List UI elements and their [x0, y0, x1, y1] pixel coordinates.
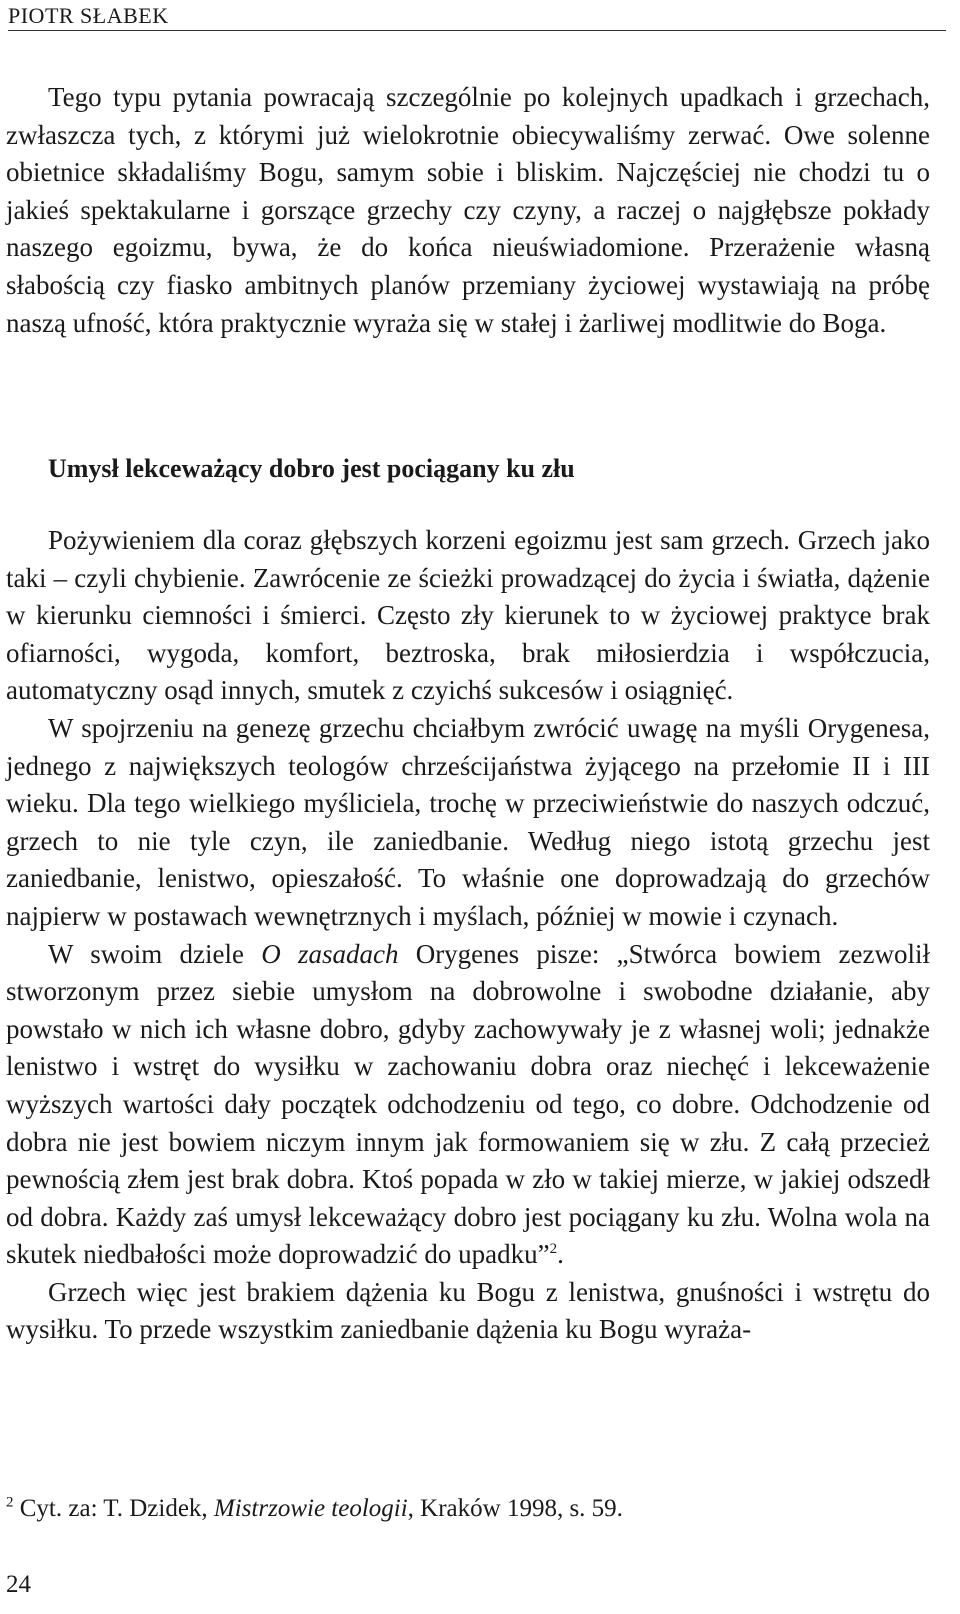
running-head: PIOTR SŁABEK	[8, 2, 946, 31]
intro-paragraph: Tego typu pytania powracają szczególnie po kolejnych upadkach i grzechach, zwłaszcza tych, z którymi już wielokrotnie obiecywaliśmy zerwać. Owe solenne obietnice składaliśmy Bogu, samym sobie i bliskim. Najczęściej nie chodzi tu o jakieś spektakularne i gorszące grzechy czy czyny, a raczej o najgłębsze pokłady naszego egoizmu, bywa, że do końca nieuświadomione. Przerażenie własną słabością czy fiasko ambitnych planów przemiany życiowej wystawiają na próbę naszą ufność, która praktycznie wyraża się w stałej i żarliwej modlitwie do Boga.	[6, 82, 930, 338]
footnote-text: Cyt. za: T. Dzidek,	[13, 1495, 214, 1522]
page-number: 24	[6, 1571, 31, 1598]
body-paragraph: W spojrzeniu na genezę grzechu chciałbym zwrócić uwagę na myśli Orygenesa, jednego z największych teologów chrześcijaństwa żyjącego na przełomie II i III wieku. Dla tego wielkiego myśliciela, trochę w przeciwieństwie do naszych odczuć, grzech to nie tyle czyn, ile zaniedbanie. Według niego istotą grzechu jest zaniedbanie, lenistwo, opieszałość. To właśnie one doprowadzają do grzechów najpierw w postawach wewnętrznych i myślach, później w mowie i czynach.	[6, 712, 930, 931]
section-heading: Umysł lekceważący dobro jest pociągany ku złu	[48, 454, 575, 483]
footnote-marker: 2	[6, 1494, 14, 1511]
footnote-text: , Kraków 1998, s. 59.	[407, 1495, 623, 1522]
footnote-work-title: Mistrzowie teologii	[213, 1495, 408, 1522]
section-text	[6, 522, 930, 1349]
footnote-reference[interactable]: 2	[549, 1241, 558, 1258]
work-title: O zasadach	[261, 938, 399, 969]
text-run: Orygenes pisze: „Stwórca bowiem zezwolił stworzonym przez siebie umysłom na dobrowolne i swobodne działanie, aby powstało w nich ich własne dobro, gdyby zachowywały je z własnej woli; jednakże lenistwo i wstręt do wysiłku w zachowaniu dobra oraz niechęć i lekceważenie wyższych wartości dały początek odchodzeniu od tego, co dobre. Odchodzenie od dobra nie jest bowiem niczym innym jak formowaniem się w złu. Z całą przecież pewnością złem jest brak dobra. Ktoś popada w zło w takiej mierze, w jakiej odszedł od dobra. Każdy zaś umysł lekceważący dobro jest pociągany ku złu. Wolna wola na skutek niedbałości może doprowadzić do upadku”	[6, 938, 931, 1270]
text-run: W swoim dziele	[48, 938, 262, 969]
footnote	[6, 1492, 926, 1526]
body-paragraph: Grzech więc jest brakiem dążenia ku Bogu z lenistwa, gnuśności i wstrętu do wysiłku. To przede wszystkim zaniedbanie dążenia ku Bogu wyraża-	[6, 1276, 930, 1345]
intro-text	[6, 79, 930, 342]
body-paragraph	[6, 936, 930, 1274]
body-paragraph: Pożywieniem dla coraz głębszych korzeni egoizmu jest sam grzech. Grzech jako taki – czyli chybienie. Zawrócenie ze ścieżki prowadzącej do życia i światła, dążenie w kierunku ciemności i śmierci. Często zły kierunek to w życiowej praktyce brak ofiarności, wygoda, komfort, beztroska, brak miłosierdzia i współczucia, automatyczny osąd innych, smutek z czyichś sukcesów i osiągnięć.	[6, 525, 930, 706]
text-run: .	[557, 1239, 564, 1270]
